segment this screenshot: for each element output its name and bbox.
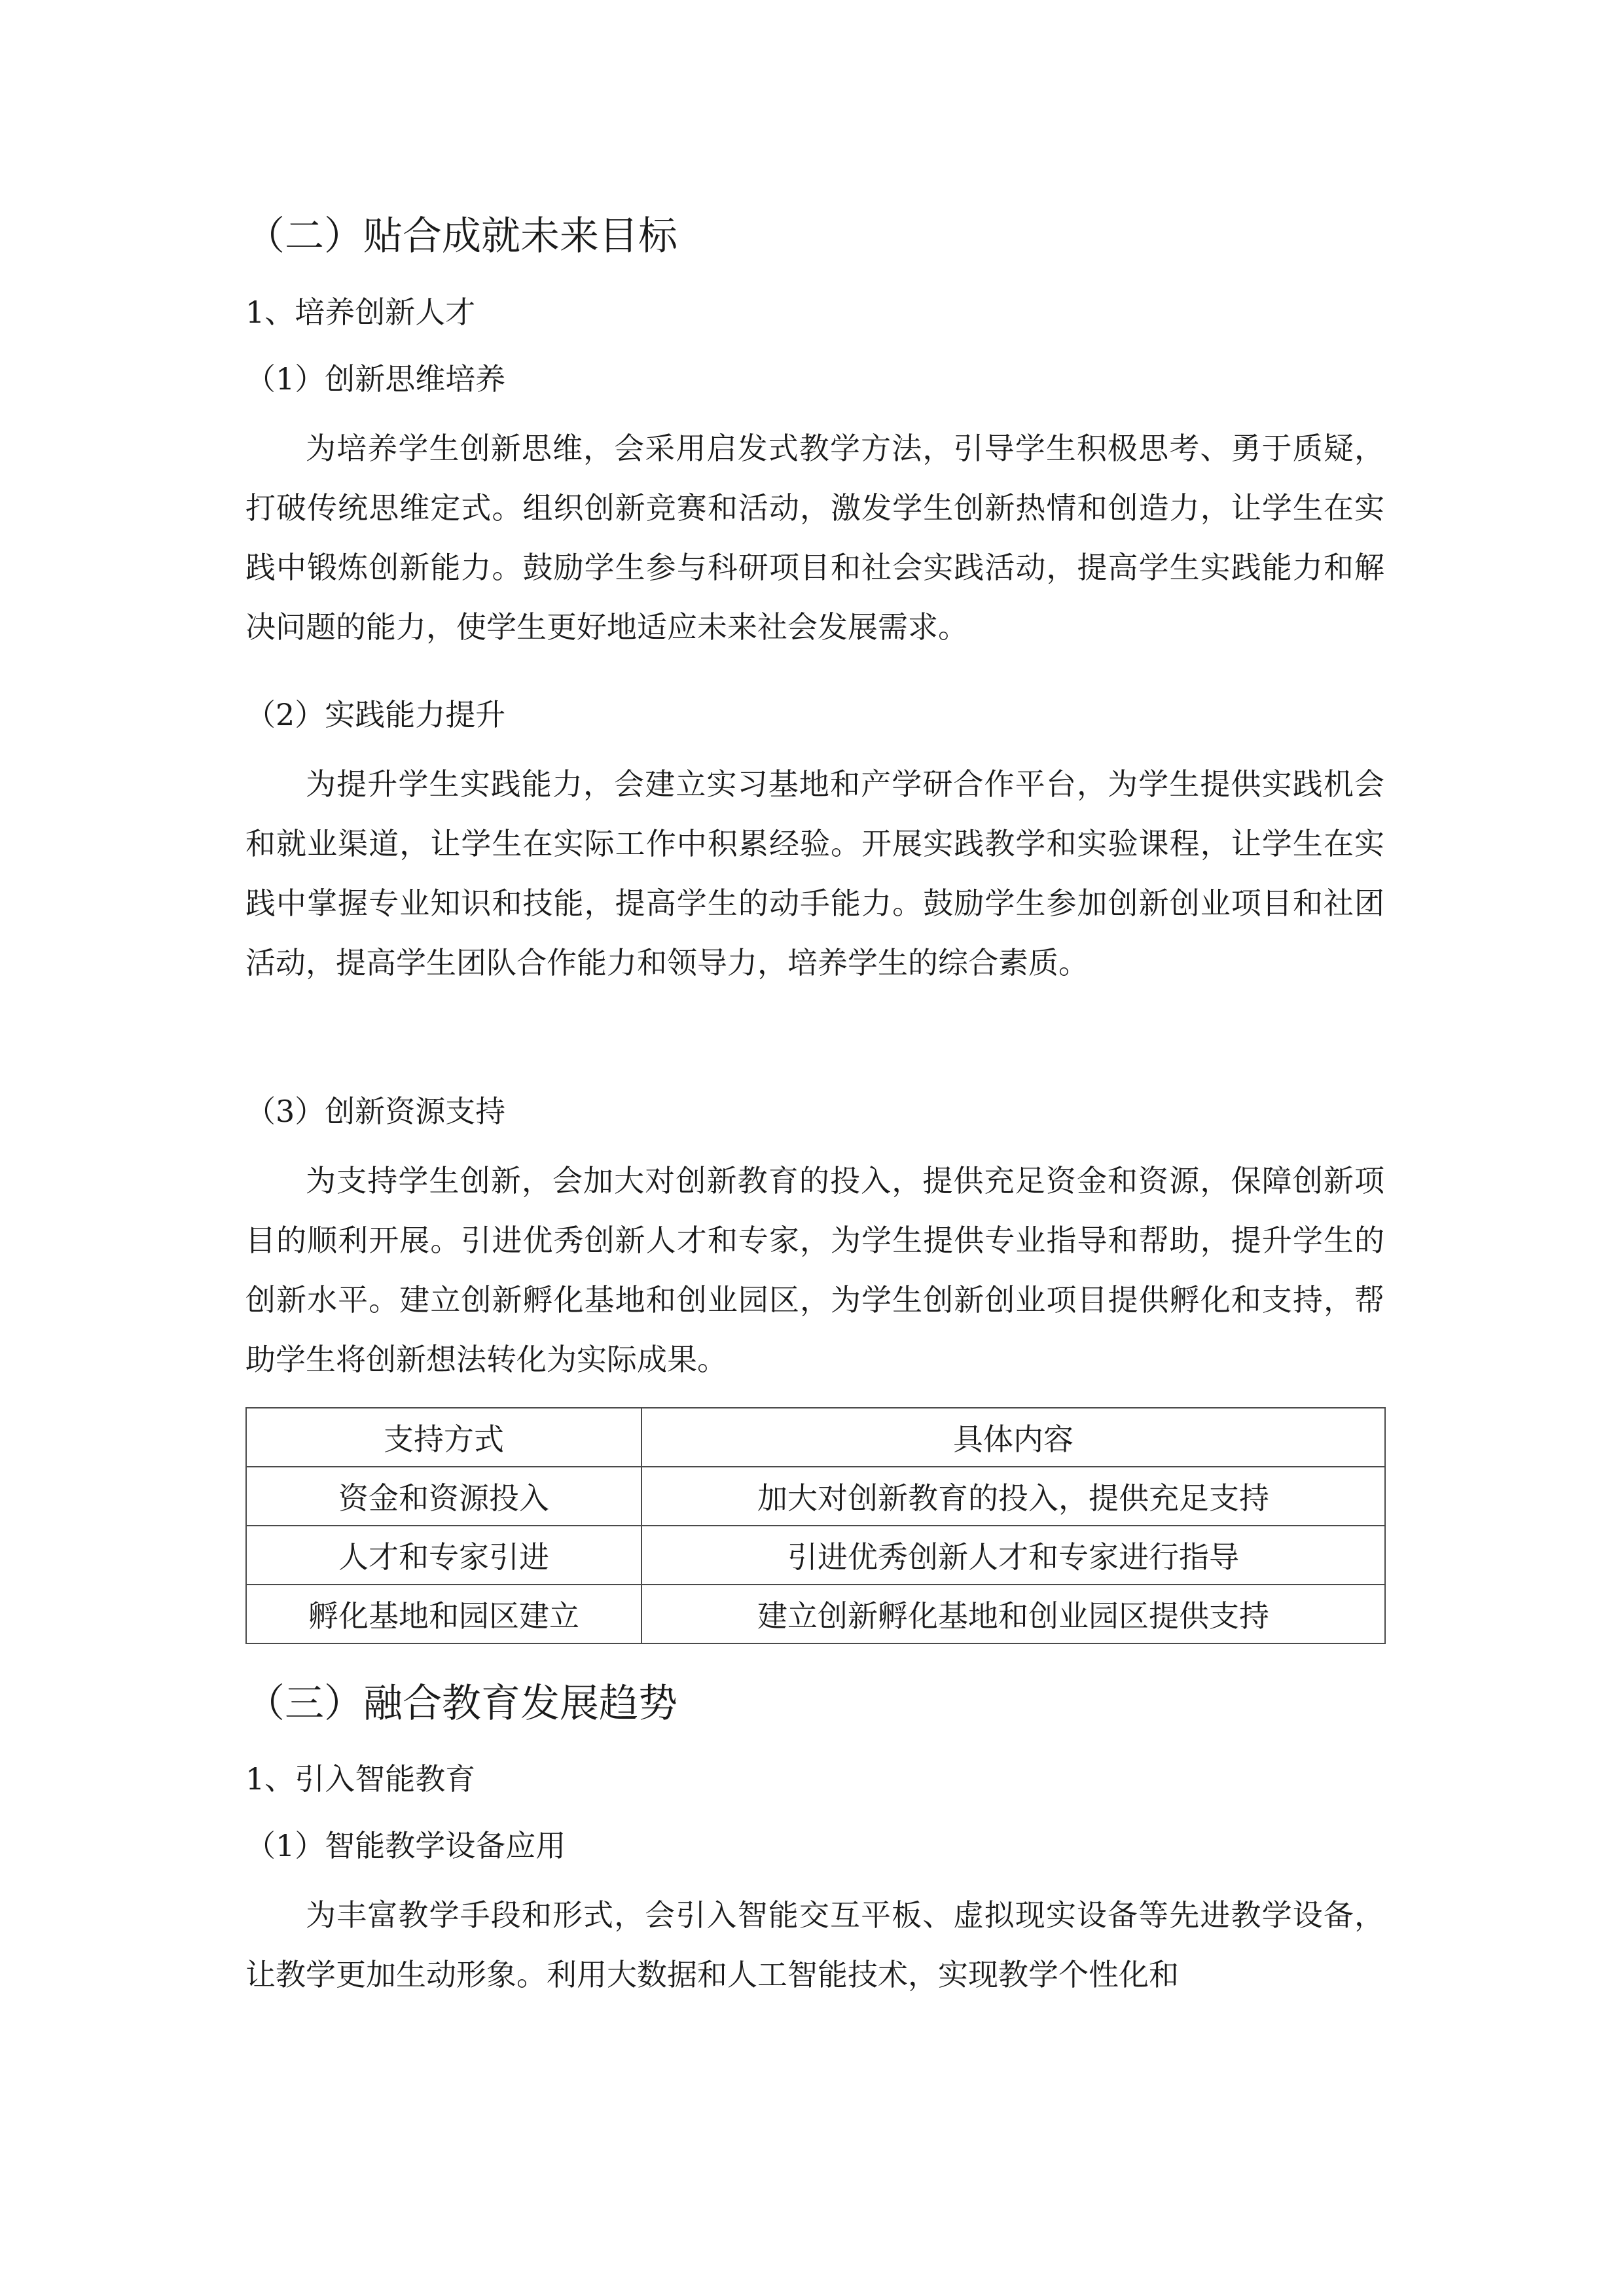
item-title-innovation-resources: （3）创新资源支持 xyxy=(245,1094,506,1129)
table-row xyxy=(246,1526,1385,1585)
table-cell: 资金和资源投入 xyxy=(246,1467,641,1526)
paragraph-innovative-thinking: 为培养学生创新思维，会采用启发式教学方法，引导学生积极思考、勇于质疑，打破传统思维定式。组织创新竞赛和活动，激发学生创新热情和创造力，让学生在实践中锻炼创新能力。鼓励学生参与科研项目和社会实践活动，提高学生实践能力和解决问题的能力，使学生更好地适应未来社会发展需求。 xyxy=(245,431,1384,645)
subsection-heading-cultivate-talent: 1、培养创新人才 xyxy=(245,295,476,330)
table-cell: 加大对创新教育的投入，提供充足支持 xyxy=(641,1467,1385,1526)
table-header-method: 支持方式 xyxy=(246,1408,641,1467)
table-row xyxy=(246,1467,1385,1526)
paragraph-practice-ability: 为提升学生实践能力，会建立实习基地和产学研合作平台，为学生提供实践机会和就业渠道，让学生在实际工作中积累经验。开展实践教学和实验课程，让学生在实践中掌握专业知识和技能，提高学生的动手能力。鼓励学生参加创新创业项目和社团活动，提高学生团队合作能力和领导力，培养学生的综合素质。 xyxy=(245,766,1384,980)
item-title-smart-devices: （1）智能教学设备应用 xyxy=(245,1828,566,1863)
paragraph-innovation-resources: 为支持学生创新，会加大对创新教育的投入，提供充足资金和资源，保障创新项目的顺利开展。引进优秀创新人才和专家，为学生提供专业指导和帮助，提升学生的创新水平。建立创新孵化基地和创业园区，为学生创新创业项目提供孵化和支持，帮助学生将创新想法转化为实际成果。 xyxy=(245,1163,1384,1377)
section-heading-2: （二）贴合成就未来目标 xyxy=(245,213,677,259)
section-heading-3: （三）融合教育发展趋势 xyxy=(245,1681,677,1727)
table-cell: 人才和专家引进 xyxy=(246,1526,641,1585)
item-title-innovative-thinking: （1）创新思维培养 xyxy=(245,361,506,397)
table-cell: 建立创新孵化基地和创业园区提供支持 xyxy=(641,1585,1385,1643)
table-header-content: 具体内容 xyxy=(641,1408,1385,1467)
paragraph-smart-devices: 为丰富教学手段和形式，会引入智能交互平板、虚拟现实设备等先进教学设备，让教学更加生动形象。利用大数据和人工智能技术，实现教学个性化和 xyxy=(245,1897,1384,1992)
table-cell: 孵化基地和园区建立 xyxy=(246,1585,641,1643)
table-header-row xyxy=(246,1408,1385,1467)
subsection-heading-smart-education: 1、引入智能教育 xyxy=(245,1761,476,1797)
support-table xyxy=(245,1407,1386,1644)
table-cell: 引进优秀创新人才和专家进行指导 xyxy=(641,1526,1385,1585)
table-row xyxy=(246,1585,1385,1643)
item-title-practice-ability: （2）实践能力提升 xyxy=(245,697,506,732)
